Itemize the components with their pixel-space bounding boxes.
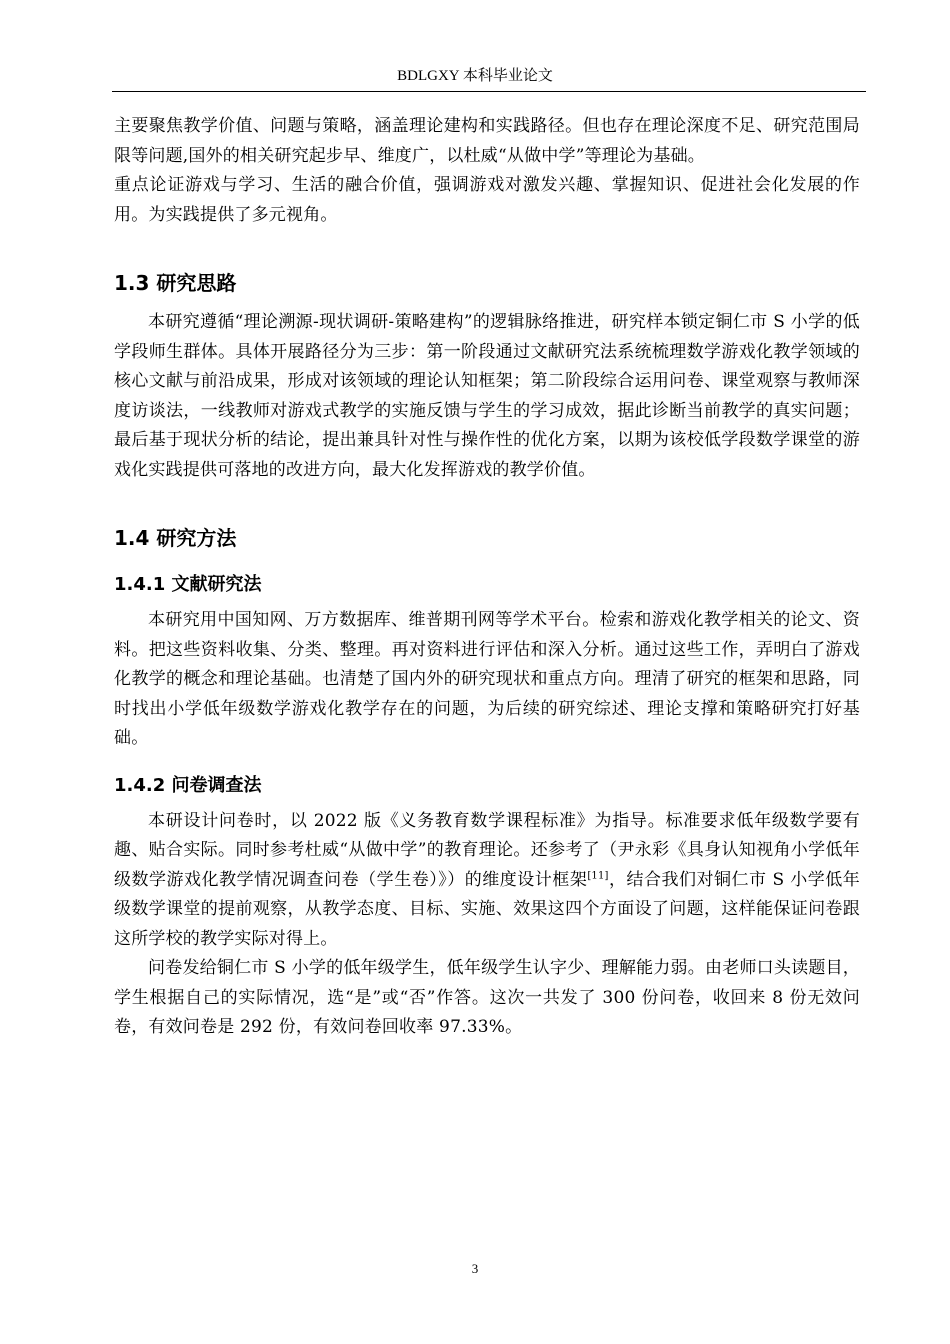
paragraph-text: 本研设计问卷时，以 2022 版《义务教育数学课程标准》为指导。标准要求低年级数学要有趣、贴合实际。同时参考杜威“从做中学”的教育理论。还参考了（尹永彩《具身认知视角小学低年级数学游戏化教学情况调查问卷（学生卷）》）的维度设计框架 bbox=[114, 810, 860, 890]
subsection-heading-1-4-1: 1.4.1 文献研究法 bbox=[114, 574, 262, 595]
intro-paragraph-1: 主要聚焦教学价值、问题与策略，涵盖理论建构和实践路径。但也存在理论深度不足、研究范围局限等问题,国外的相关研究起步早、维度广，以杜威“从做中学”等理论为基础。 bbox=[114, 116, 860, 166]
header-divider bbox=[112, 91, 866, 92]
subsection-heading-1-4-2: 1.4.2 问卷调查法 bbox=[114, 774, 262, 796]
subsection-1-4-1-paragraph: 本研究用中国知网、万方数据库、维普期刊网等学术平台。检索和游戏化教学相关的论文、资料。把这些资料收集、分类、整理。再对资料进行评估和深入分析。通过这些工作，弄明白了游戏化教学的概念和理论基础。也清楚了国内外的研究现状和重点方向。理清了研究的框架和思路，同时找出小学低年级数学游戏化教学存在的问题，为后续的研究综述、理论支撑和策略研究打好基础。 bbox=[114, 610, 860, 748]
page-number: 3 bbox=[471, 1261, 479, 1276]
section-heading-1-4: 1.4 研究方法 bbox=[114, 526, 237, 550]
citation-marker: [11] bbox=[587, 869, 609, 881]
paragraph-text: ，结合我们对铜仁市 S 小学低年级数学课堂的提前观察，从教学态度、目标、实施、效果这四个方面设了问题，这样能保证问卷跟这所学校的教学实际对得上。 bbox=[114, 869, 860, 949]
subsection-1-4-2-paragraph-1 bbox=[114, 807, 860, 955]
page-body bbox=[114, 112, 860, 1043]
subsection-1-4-2-paragraph-2: 问卷发给铜仁市 S 小学的低年级学生，低年级学生认字少、理解能力弱。由老师口头读题目，学生根据自己的实际情况，选“是”或“否”作答。这次一共发了 300 份问卷，收回来 8 份无效问卷，有效问卷是 292 份，有效问卷回收率 97.33%。 bbox=[114, 958, 860, 1037]
running-header: BDLGXY 本科毕业论文 bbox=[397, 68, 553, 84]
section-heading-1-3: 1.3 研究思路 bbox=[114, 271, 237, 295]
section-1-3-paragraph: 本研究遵循“理论溯源-现状调研-策略建构”的逻辑脉络推进，研究样本锁定铜仁市 S 小学的低学段师生群体。具体开展路径分为三步：第一阶段通过文献研究法系统梳理数学游戏化教学领域的核心文献与前沿成果，形成对该领域的理论认知框架；第二阶段综合运用问卷、课堂观察与教师深度访谈法，一线教师对游戏式教学的实施反馈与学生的学习成效，据此诊断当前教学的真实问题；最后基于现状分析的结论，提出兼具针对性与操作性的优化方案，以期为该校低学段数学课堂的游戏化实践提供可落地的改进方向，最大化发挥游戏的教学价值。 bbox=[114, 312, 860, 480]
intro-paragraph-2: 重点论证游戏与学习、生活的融合价值，强调游戏对激发兴趣、掌握知识、促进社会化发展的作用。为实践提供了多元视角。 bbox=[114, 175, 860, 225]
